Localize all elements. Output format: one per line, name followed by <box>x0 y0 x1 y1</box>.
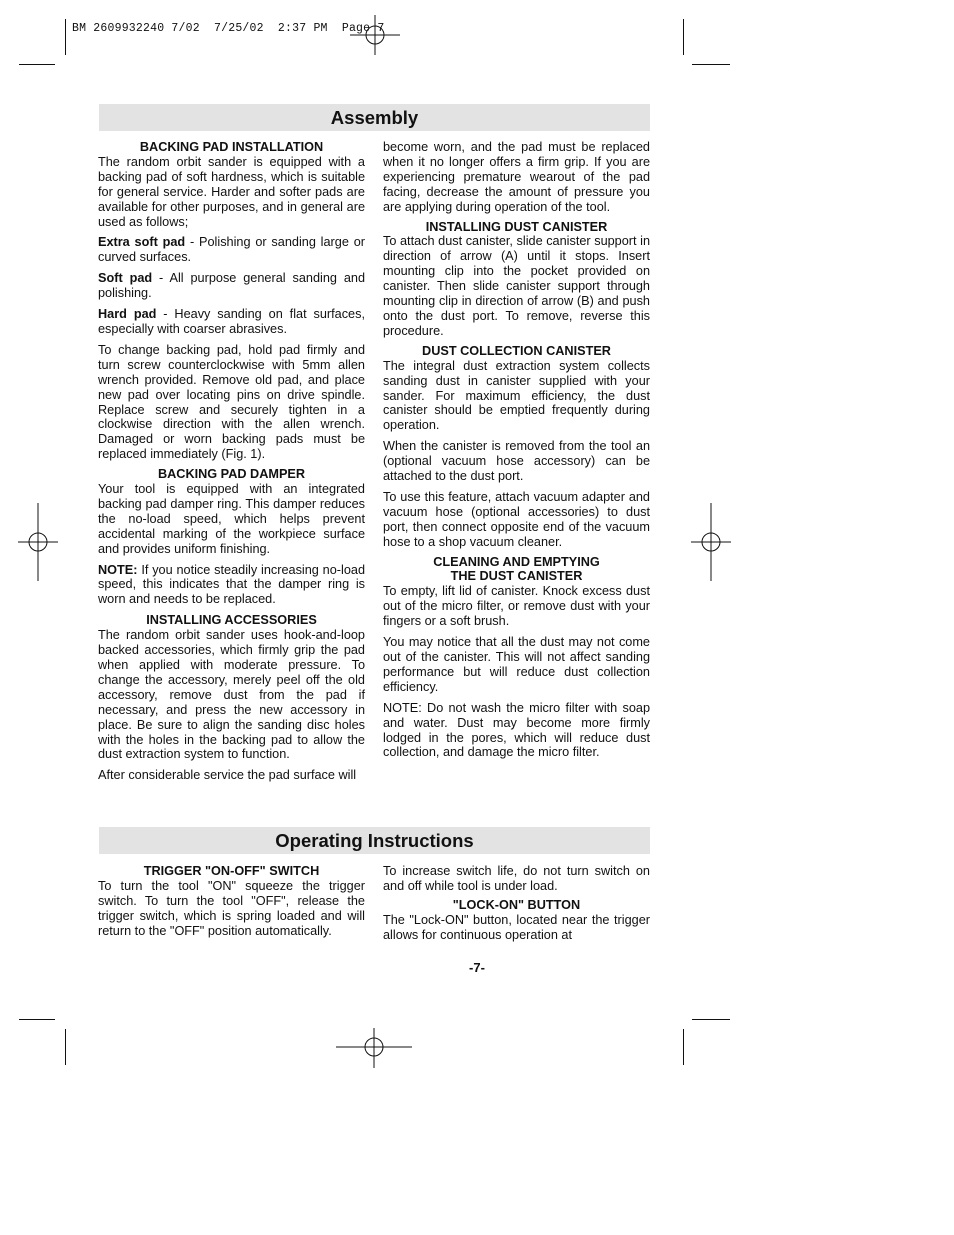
damper-note <box>98 563 365 608</box>
crop-mark <box>19 64 55 65</box>
assembly-right-column <box>383 140 650 766</box>
operating-left-column <box>98 864 365 945</box>
page-number: -7- <box>469 960 485 975</box>
installing-accessories-text: The random orbit sander uses hook-and-loop backed accessories, which firmly grip the pad when applied with moderate pressure. To change the accessory, merely peel off the old accessory, remove dust from the pad if necessary, and press the new accessory in place. Be sure to align the sanding disc holes with the holes in the backing pad to allow the dust extraction system to function. <box>98 628 365 762</box>
soft-pad-term: Soft pad <box>98 271 153 286</box>
operating-right-column <box>383 864 650 949</box>
operating-instructions-title-bar <box>99 827 650 854</box>
backing-pad-damper-heading: BACKING PAD DAMPER <box>157 467 306 482</box>
assembly-title-bar <box>99 104 650 131</box>
cleaning-emptying-p2: You may notice that all the dust may not come out of the canister. This will not affect sanding performance but will reduce dust collection efficiency. <box>383 635 650 694</box>
soft-pad-item <box>98 271 365 301</box>
registration-mark-right <box>691 503 731 581</box>
crop-mark <box>692 64 730 65</box>
crop-mark <box>19 1019 55 1020</box>
damper-note-label: NOTE: <box>98 562 138 577</box>
registration-mark-bottom <box>336 1028 412 1068</box>
extra-soft-pad-term: Extra soft pad <box>98 235 186 250</box>
crop-mark <box>65 19 66 55</box>
extra-soft-pad-text: - Polishing or sanding large or curved surfaces. <box>98 235 365 265</box>
installing-dust-canister-heading: INSTALLING DUST CANISTER <box>425 219 608 234</box>
lock-on-button-heading: "LOCK-ON" BUTTON <box>452 897 581 912</box>
installing-accessories-heading: INSTALLING ACCESSORIES <box>146 613 317 628</box>
pad-wear-continued-text: become worn, and the pad must be replaced when it no longer offers a firm grip. If you are experiencing premature wearout of the pad facing, decrease the amount of pressure you are applying during operation of the tool. <box>383 140 650 214</box>
hard-pad-item <box>98 307 365 337</box>
dust-collection-p3: To use this feature, attach vacuum adapter and vacuum hose (optional accessories) to dust port, then connect opposite end of the vacuum hose to a shop vacuum cleaner. <box>383 489 650 549</box>
registration-mark-top <box>350 15 400 55</box>
backing-pad-installation-heading: BACKING PAD INSTALLATION <box>139 140 324 154</box>
trigger-switch-heading: TRIGGER "ON-OFF" SWITCH <box>143 864 320 878</box>
crop-mark <box>683 1029 684 1065</box>
extra-soft-pad-item <box>98 235 365 265</box>
registration-mark-left <box>18 503 58 581</box>
hard-pad-text: - Heavy sanding on flat surfaces, especially with coarser abrasives. <box>98 307 365 336</box>
switch-life-text: To increase switch life, do not turn switch on and off while tool is under load. <box>383 864 650 893</box>
cleaning-emptying-p1: To empty, lift lid of canister. Knock excess dust out of the micro filter, or remove dust with your fingers or a soft brush. <box>383 584 650 629</box>
trigger-switch-text: To turn the tool "ON" squeeze the trigger switch. To turn the tool "OFF", release the trigger switch, which is spring loaded and will return to the "OFF" position automatically. <box>98 878 365 938</box>
crop-mark <box>683 19 684 55</box>
lock-on-button-text: The "Lock-ON" button, located near the trigger allows for continuous operation at <box>383 912 650 942</box>
pad-surface-continued-text: After considerable service the pad surface will <box>98 768 357 783</box>
dust-collection-canister-heading: DUST COLLECTION CANISTER <box>422 343 611 358</box>
backing-pad-damper-text: Your tool is equipped with an integrated backing pad damper ring. This damper reduces the no-load speed, which helps prevent accidental marking of the workpiece surface and provides uniform finishing. <box>98 482 365 556</box>
cleaning-emptying-heading-line1: CLEANING AND EMPTYING <box>433 554 600 569</box>
assembly-title: Assembly <box>330 106 419 128</box>
damper-note-text: If you notice steadily increasing no-load speed, this indicates that the damper ring is worn and needs to be replaced. <box>98 562 365 607</box>
dust-collection-p2: When the canister is removed from the tool an (optional vacuum hose accessory) can be attached to the dust port. <box>383 439 650 484</box>
hard-pad-term: Hard pad <box>98 307 157 322</box>
change-backing-pad-text: To change backing pad, hold pad firmly and turn screw counterclockwise with 5mm allen wrench provided. Remove old pad, and place new pad over locating pins on drive spindle. Replace screw and securely tighten in a clockwise direction with the allen wrench. Damaged or worn backing pads must be replaced immediately (Fig. 1). <box>98 342 365 462</box>
backing-pad-intro: The random orbit sander is equipped with a backing pad of soft hardness, which is suitable for general service. Harder and softer pads are available for other purposes, and in general are used as follows; <box>98 154 365 229</box>
dust-collection-p1: The integral dust extraction system collects sanding dust in canister supplied with your sander. For maximum efficiency, the dust canister should be emptied frequently during operation. <box>383 358 650 433</box>
operating-instructions-title: Operating Instructions <box>275 829 474 851</box>
installing-dust-canister-text: To attach dust canister, slide canister support in direction of arrow (A) until it stops. Insert mounting clip into the pocket provided on canister. Then slide canister support through mounting clip in direction of arrow (B) and push onto the dust port. To remove, reverse this procedure. <box>383 234 650 338</box>
soft-pad-text: - All purpose general sanding and polishing. <box>98 271 366 301</box>
crop-mark <box>692 1019 730 1020</box>
cleaning-emptying-heading <box>383 555 650 585</box>
cleaning-emptying-note: NOTE: Do not wash the micro filter with soap and water. Dust may become more firmly lodged in the pores, which will reduce dust collection, and damage the micro filter. <box>383 700 650 760</box>
printer-slug: BM 2609932240 7/02 7/25/02 2:37 PM Page 7 <box>72 22 385 35</box>
assembly-left-column <box>98 140 365 789</box>
cleaning-emptying-heading-line2: THE DUST CANISTER <box>450 569 583 584</box>
crop-mark <box>65 1029 66 1065</box>
